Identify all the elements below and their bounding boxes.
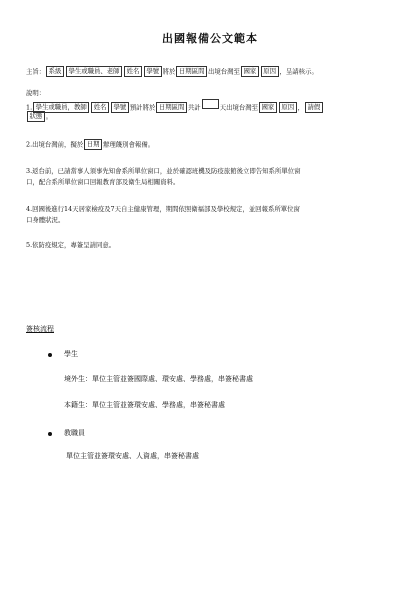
item-1-tail: 。: [45, 112, 53, 121]
item-1-text-3: 天出境台灣至: [219, 103, 259, 112]
item-1-student-id-field: 學號: [111, 102, 129, 113]
item-1-request-field-top: 請假: [305, 102, 323, 113]
item-1-date-range-field: 日期區間: [156, 102, 187, 113]
reason-field: 原因: [261, 66, 279, 77]
item-5: 5.依防疫規定，專簽呈請同意。: [26, 241, 116, 249]
students-label: 學生: [64, 350, 78, 358]
item-1-days-field: [202, 99, 219, 109]
subject-label: 主旨：: [26, 67, 46, 76]
item-1-request-field-bottom: 狀態: [27, 111, 45, 122]
item-1-text-2: 共計: [187, 103, 201, 112]
item-3-line-1: 3.返台前，已請當事人須事先知會系所單位窗口，並於確認班機及防疫旅館後立即告知系所單位窗: [26, 167, 301, 175]
subject-text-1: 將於: [162, 67, 176, 76]
item-3-line-2: 口，配合系所單位窗口回報教育部及衛生局相關資料。: [26, 178, 180, 186]
item-4-line-1: 4.回國後進行14天居家檢疫及7天自主健康管理，期間依照衛福部及學校規定，並回報系所單位窗: [26, 205, 300, 213]
item-2: [26, 139, 398, 151]
local-students-flow: 本籍生：單位主管並簽環安處、學務處，串簽秘書處: [64, 401, 225, 409]
item-4-line-2: 口身體狀況。: [26, 216, 65, 224]
staff-bullet-icon: [48, 432, 52, 436]
identity-field: 學生或職員、老師: [66, 66, 122, 77]
item-1-text-1: 預計將於: [129, 103, 156, 112]
item-1-identity-field: 學生或職員，教師: [33, 102, 89, 113]
department-field: 系級: [46, 66, 64, 77]
name-field: 姓名: [124, 66, 142, 77]
country-field: 國家: [241, 66, 259, 77]
item-1-line-2: [26, 111, 398, 123]
item-2-post: 辦理餞別會報備。: [103, 140, 155, 149]
explanation-label: 說明：: [26, 89, 46, 97]
item-1-reason-field: 原因: [279, 102, 297, 113]
signoff-heading: 簽核流程: [26, 325, 54, 333]
item-2-date-field: 日期: [84, 139, 102, 150]
document-title: 出國報備公文範本: [162, 32, 258, 45]
item-1-name-field: 姓名: [91, 102, 109, 113]
foreign-students-flow: 境外生：單位主管並簽國際處、環安處、學務處，串簽秘書處: [64, 375, 253, 383]
staff-flow: 單位主管並簽環安處、人資處，串簽秘書處: [66, 452, 199, 460]
item-1-comma: ，: [297, 103, 304, 112]
item-1-number: 1.: [26, 103, 33, 112]
subject-tail: ，呈請核示。: [279, 67, 318, 76]
staff-label: 教職員: [64, 429, 85, 437]
subject-line: [26, 66, 398, 78]
students-bullet-icon: [48, 353, 52, 357]
date-range-field: 日期區間: [176, 66, 207, 77]
item-1-country-field: 國家: [259, 102, 277, 113]
subject-text-2: 出境台灣至: [207, 67, 240, 76]
item-2-pre: 2.出境台灣前，擬於: [26, 140, 84, 149]
student-id-field: 學號: [144, 66, 162, 77]
